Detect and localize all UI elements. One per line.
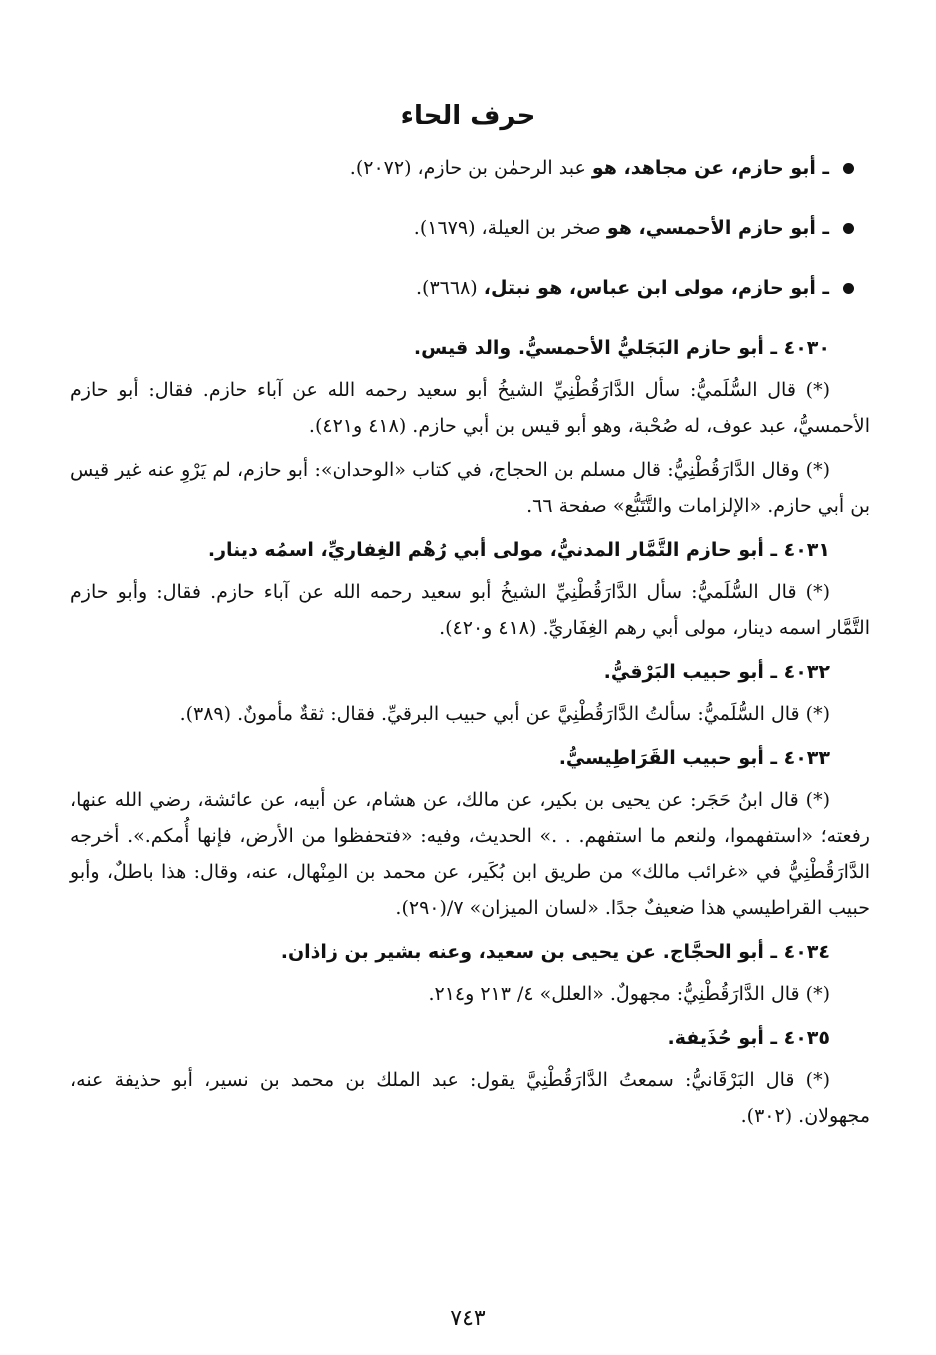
cross-reference-target: صخر بن العيلة، (١٦٧٩). — [413, 217, 607, 239]
cross-reference — [70, 210, 854, 246]
page-number: ٧٤٣ — [450, 1306, 486, 1331]
entry-paragraph: (*) قال السُّلَميُّ: سأل الدَّارَقُطْنِيِّ الشيخُ أبو سعيد رحمه الله عن آباء حازم. فقال: أبو حازم الأحمسيُّ، عبد عوف، له صُحْبة، وهو أبو قيس بن أبي حازم. (٤١٨ و٤٢١). — [70, 379, 870, 437]
page-title: حرف الحاء — [400, 101, 536, 131]
cross-reference-target: (٣٦٦٨). — [416, 277, 484, 299]
entry-heading: ٤٠٣٢ ـ أبو حبيب البَرْقيُّ. — [603, 661, 830, 683]
entry-heading: ٤٠٣١ ـ أبو حازم التَّمَّار المدنيُّ، مولى أبي رُهْم الغِفاريِّ، اسمُه دينار. — [207, 539, 830, 561]
entry-heading: ٤٠٣٤ ـ أبو الحجَّاج. عن يحيى بن سعيد، وعنه بشير بن زاذان. — [280, 941, 830, 963]
cross-reference-target: عبد الرحمٰن بن حازم، (٢٠٧٢). — [349, 157, 592, 179]
entry-paragraph: (*) قال البَرْقَانيُّ: سمعتُ الدَّارَقُطْنِيَّ يقول: عبد الملك بن محمد بن نسير، أبو حذيفة عنه، مجهولان. (٣٠٢). — [70, 1069, 870, 1127]
entry-paragraph: (*) قال ابنُ حَجَر: عن يحيى بن بكير، عن مالك، عن هشام، عن أبيه، عن عائشة، رضي الله عنها، رفعته؛ «استفهموا، ولنعم ما استفهم. . .» الحديث، وفيه: «فتحفظوا من الأرض، فإنها أُمكم.». أخرجه الدَّارَقُطْنِيُّ في «غرائب مالك» من طريق ابن بُكَير، عن محمد بن المِنْهال، عنه، وقال: هذا باطلٌ، وأبو حبيب القراطيسي هذا ضعيفٌ جدًا. «لسان الميزان» ٧/(٢٩٠). — [70, 789, 870, 919]
entry-paragraph: (*) قال السُّلَميُّ: سأل الدَّارَقُطْنِيِّ الشيخُ أبو سعيد رحمه الله عن آباء حازم. فقال: وأبو حازم التَّمَّار اسمه دينار، مولى أبي رهم الغِفَاريِّ. (٤١٨ و٤٢٠). — [70, 581, 870, 639]
bullet-icon — [843, 283, 854, 294]
text-column — [70, 150, 870, 1142]
entry-heading: ٤٠٣٠ ـ أبو حازم البَجَليُّ الأحمسيُّ. والد قيس. — [413, 337, 830, 359]
cross-reference-name: ـ أبو حازم، عن مجاهد، هو — [591, 157, 829, 179]
bullet-icon — [843, 163, 854, 174]
entry-heading: ٤٠٣٣ ـ أبو حبيب القَرَاطِيسيُّ. — [558, 747, 830, 769]
cross-reference-name: ـ أبو حازم الأحمسي، هو — [606, 217, 829, 239]
bullet-icon — [843, 223, 854, 234]
cross-reference — [70, 150, 854, 186]
entry-paragraph: (*) قال السُّلَميُّ: سألتُ الدَّارَقُطْنِيَّ عن أبي حبيب البرقيِّ. فقال: ثقةٌ مأمونٌ. (٣٨٩). — [179, 703, 830, 725]
cross-reference — [70, 270, 854, 306]
entry-heading: ٤٠٣٥ ـ أبو حُذَيفة. — [667, 1027, 830, 1049]
entry-paragraph: (*) وقال الدَّارَقُطْنِيُّ: قال مسلم بن الحجاج، في كتاب «الوحدان»: أبو حازم، لم يَرْوِ عنه غير قيس بن أبي حازم. «الإلزامات والتَّتَبُّع» صفحة ٦٦. — [70, 459, 870, 517]
entry-paragraph: (*) قال الدَّارَقُطْنِيُّ: مجهولٌ. «العلل» ٤/ ٢١٣ و٢١٤. — [428, 983, 830, 1005]
cross-reference-name: ـ أبو حازم، مولى ابن عباس، هو نبتل، — [483, 277, 829, 299]
